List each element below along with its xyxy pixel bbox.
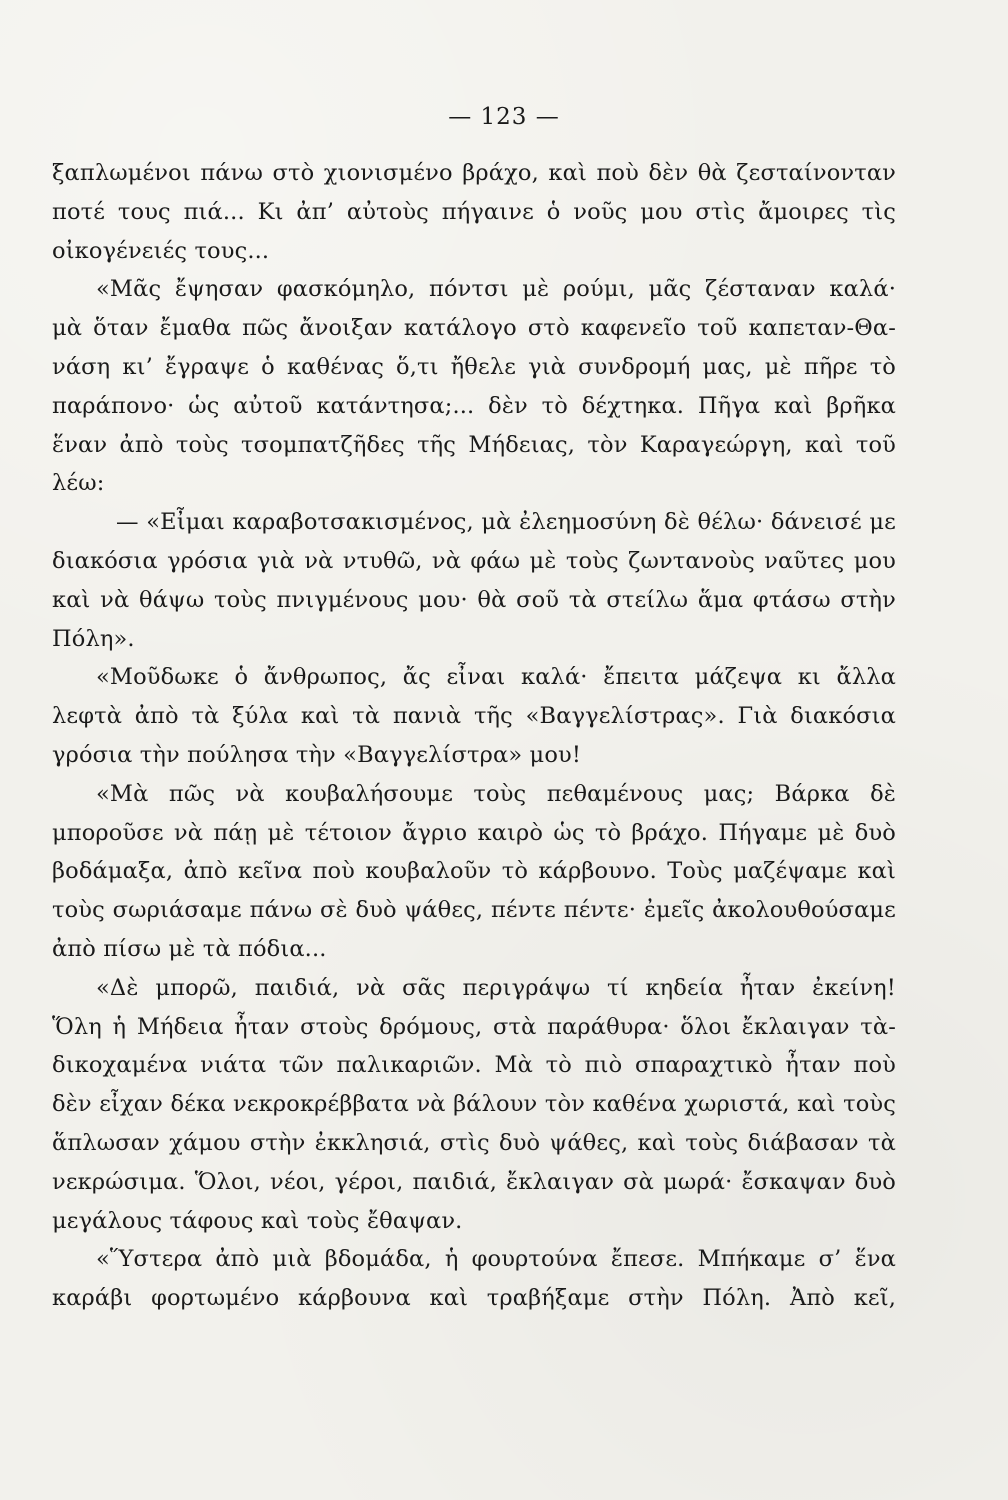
text-line: λέω: (52, 470, 105, 497)
text-line: νάση κι’ ἔγραψε ὁ καθένας ὅ,τι ἤθελε γιὰ συνδρομή μας, μὲ πῆρε τὸ (52, 353, 896, 380)
body-text (52, 154, 896, 1318)
text-line: «Δὲ μπορῶ, παιδιά, νὰ σᾶς περιγράψω τί κηδεία ἦταν ἐκείνη! (96, 974, 896, 1001)
text-line: διακόσια γρόσια γιὰ νὰ ντυθῶ, νὰ φάω μὲ τοὺς ζωντανοὺς ναῦτες μου (52, 547, 896, 574)
text-line: τοὺς σωριάσαμε πάνω σὲ δυὸ ψάθες, πέντε πέντε· ἐμεῖς ἀκολουθούσαμε (52, 897, 896, 924)
text-line: Πόλη». (52, 625, 135, 652)
text-line: «Μὰ πῶς νὰ κουβαλήσουμε τοὺς πεθαμένους μας; Βάρκα δὲ (96, 780, 896, 807)
text-line: γρόσια τὴν πούλησα τὴν «Βαγγελίστρα» μου! (52, 741, 582, 768)
text-line: λεφτὰ ἀπὸ τὰ ξύλα καὶ τὰ πανιὰ τῆς «Βαγγελίστρας». Γιὰ διακόσια (52, 703, 896, 730)
text-line: «Ὕστερα ἀπὸ μιὰ βδομάδα, ἡ φουρτούνα ἔπεσε. Μπήκαμε σ’ ἕνα (96, 1246, 896, 1273)
text-line: «Μᾶς ἔψησαν φασκόμηλο, πόντσι μὲ ρούμι, μᾶς ζέσταναν καλά· (96, 276, 896, 303)
text-line: καράβι φορτωμένο κάρβουνα καὶ τραβήξαμε στὴν Πόλη. Ἀπὸ κεῖ, (52, 1285, 896, 1312)
text-line: ποτέ τους πιά... Κι ἀπ’ αὐτοὺς πήγαινε ὁ νοῦς μου στὶς ἄμοιρες τὶς (52, 198, 896, 225)
text-line: παράπονο· ὡς αὐτοῦ κατάντησα;... δὲν τὸ δέχτηκα. Πῆγα καὶ βρῆκα (52, 392, 896, 419)
text-line: «Μοῦδωκε ὁ ἄνθρωπος, ἄς εἶναι καλά· ἔπειτα μάζεψα κι ἄλλα (96, 664, 896, 691)
text-line: — «Εἶμαι καραβοτσακισμένος, μὰ ἐλεημοσύνη δὲ θέλω· δάνεισέ με (116, 509, 896, 536)
text-line: οἰκογένειές τους... (52, 237, 270, 264)
page-number: — 123 — (448, 104, 560, 130)
text-line: ἕναν ἀπὸ τοὺς τσομπατζῆδες τῆς Μήδειας, τὸν Καραγεώργη, καὶ τοῦ (52, 431, 896, 458)
text-line: βοδάμαξα, ἀπὸ κεῖνα ποὺ κουβαλοῦν τὸ κάρβουνο. Τοὺς μαζέψαμε καὶ (52, 858, 896, 885)
text-line: ἅπλωσαν χάμου στὴν ἐκκλησιά, στὶς δυὸ ψάθες, καὶ τοὺς διάβασαν τὰ (52, 1129, 896, 1156)
text-line: ξαπλωμένοι πάνω στὸ χιονισμένο βράχο, καὶ ποὺ δὲν θὰ ζεσταίνονταν (52, 160, 896, 186)
text-line: μὰ ὅταν ἔμαθα πῶς ἄνοιξαν κατάλογο στὸ καφενεῖο τοῦ καπεταν-Θα- (52, 315, 896, 342)
text-line: μποροῦσε νὰ πάῃ μὲ τέτοιον ἄγριο καιρὸ ὡς τὸ βράχο. Πήγαμε μὲ δυὸ (52, 819, 896, 846)
text-line: δικοχαμένα νιάτα τῶν παλικαριῶν. Μὰ τὸ πιὸ σπαραχτικὸ ἦταν ποὺ (52, 1052, 896, 1079)
text-line: δὲν εἶχαν δέκα νεκροκρέββατα νὰ βάλουν τὸν καθένα χωριστά, καὶ τοὺς (52, 1091, 896, 1118)
text-line: μεγάλους τάφους καὶ τοὺς ἔθαψαν. (52, 1207, 463, 1234)
text-line: Ὅλη ἡ Μήδεια ἦταν στοὺς δρόμους, στὰ παράθυρα· ὅλοι ἔκλαιγαν τὰ- (52, 1013, 896, 1040)
text-line: νεκρώσιμα. Ὅλοι, νέοι, γέροι, παιδιά, ἔκλαιγαν σὰ μωρά· ἔσκαψαν δυὸ (52, 1168, 896, 1195)
text-line: καὶ νὰ θάψω τοὺς πνιγμένους μου· θὰ σοῦ τὰ στείλω ἅμα φτάσω στὴν (52, 586, 896, 613)
text-line: ἀπὸ πίσω μὲ τὰ πόδια... (52, 935, 327, 962)
